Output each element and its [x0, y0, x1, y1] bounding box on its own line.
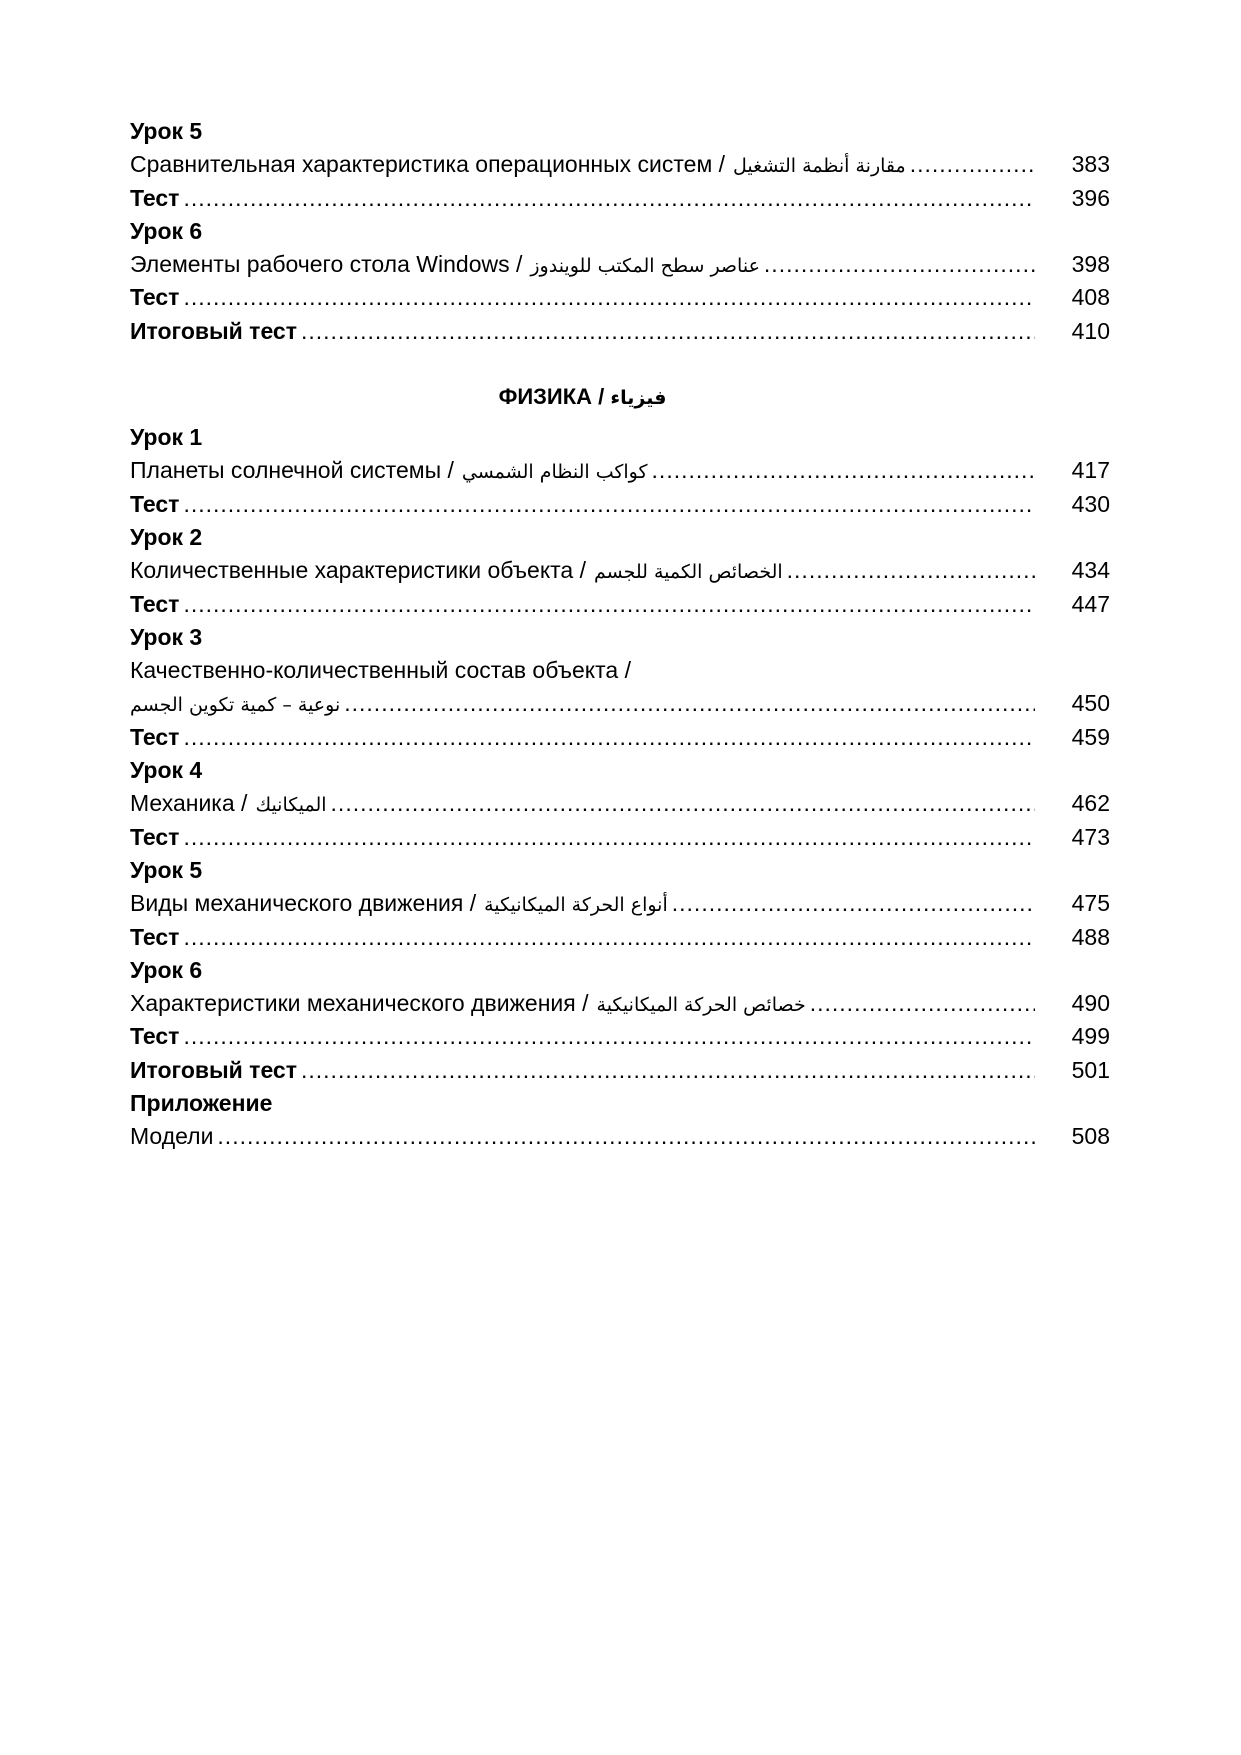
toc-entry-arabic-title: مقارنة أنظمة التشغيل — [733, 155, 906, 178]
toc-entry-title-line: Качественно-количественный состав объекта / — [130, 657, 631, 684]
toc-test-entry[interactable] — [130, 588, 1110, 621]
toc-entry-text — [130, 921, 1035, 954]
toc-entry-arabic-title: الخصائص الكمية للجسم — [594, 561, 783, 584]
toc-entry-title: Тест — [130, 1023, 180, 1050]
dot-leader — [910, 148, 1035, 181]
toc-test-entry[interactable] — [130, 488, 1110, 521]
toc-page-number: 450 — [1071, 690, 1110, 717]
dot-leader — [672, 887, 1035, 920]
toc-entry-title: Механика / — [130, 790, 248, 817]
toc-entry[interactable] — [130, 454, 1110, 487]
dot-leader — [344, 687, 1035, 720]
toc-entry-text — [130, 787, 1035, 822]
toc-entry-arabic-title: كواكب النظام الشمسي — [461, 461, 648, 484]
toc-entry-text — [130, 588, 1035, 621]
toc-page-number: 473 — [1071, 823, 1110, 850]
toc-entry[interactable] — [130, 248, 1110, 281]
toc-page-number: 475 — [1071, 890, 1110, 917]
toc-entry-text — [130, 554, 1035, 589]
dot-leader — [183, 281, 1035, 314]
section-title-physics — [130, 380, 1035, 413]
toc-entry-arabic-title: الميكانيك — [255, 794, 327, 817]
toc-page — [130, 115, 1110, 1154]
toc-entry-title: Тест — [130, 284, 180, 311]
toc-entry-text — [130, 1020, 1035, 1053]
dot-leader — [301, 315, 1035, 348]
toc-page-number: 462 — [1071, 790, 1110, 817]
dot-leader — [217, 1120, 1035, 1153]
toc-entry-text — [130, 821, 1035, 854]
lesson-heading: Урок 2 — [130, 523, 203, 550]
toc-entry-text — [130, 687, 1035, 722]
toc-page-number: 396 — [1071, 184, 1110, 211]
toc-entry-text — [130, 887, 1035, 922]
toc-entry[interactable] — [130, 687, 1110, 720]
toc-entry[interactable] — [130, 554, 1110, 587]
toc-entry-text — [130, 721, 1035, 754]
toc-entry-text — [130, 281, 1035, 314]
toc-page-number: 417 — [1071, 457, 1110, 484]
toc-entry[interactable] — [130, 787, 1110, 820]
section-title-ru: ФИЗИКА / — [498, 384, 605, 410]
dot-leader — [183, 1020, 1035, 1053]
toc-page-number: 434 — [1071, 557, 1110, 584]
toc-test-entry[interactable] — [130, 1054, 1110, 1087]
toc-entry-arabic-title: خصائص الحركة الميكانيكية — [596, 994, 806, 1017]
toc-entry-text — [130, 1120, 1035, 1153]
lesson-heading: Урок 5 — [130, 118, 203, 144]
toc-entry-text — [130, 148, 1035, 183]
toc-page-number: 488 — [1071, 923, 1110, 950]
toc-test-entry[interactable] — [130, 721, 1110, 754]
toc-entry-title: Тест — [130, 184, 180, 211]
toc-entry-title: Модели — [130, 1123, 214, 1150]
toc-entry-title: Характеристики механического движения / — [130, 990, 589, 1017]
toc-entry-text — [130, 454, 1035, 489]
toc-test-entry[interactable] — [130, 281, 1110, 314]
lesson-heading: Урок 3 — [130, 623, 203, 650]
dot-leader — [183, 721, 1035, 754]
toc-entry-arabic-title: نوعية – كمية تكوين الجسم — [130, 694, 341, 717]
dot-leader — [764, 248, 1035, 281]
toc-entry-title: Тест — [130, 590, 180, 617]
toc-page-number: 430 — [1071, 490, 1110, 517]
toc-test-entry[interactable] — [130, 821, 1110, 854]
lesson-heading: Урок 1 — [130, 424, 203, 451]
toc-page-number: 408 — [1071, 284, 1110, 311]
toc-entry[interactable] — [130, 987, 1110, 1020]
toc-entry-arabic-title: عناصر سطح المكتب للويندوز — [530, 255, 760, 278]
toc-test-entry[interactable] — [130, 1020, 1110, 1053]
toc-entry-text — [130, 987, 1035, 1022]
toc-entry-title: Планеты солнечной системы / — [130, 457, 454, 484]
toc-entry-title: Тест — [130, 823, 180, 850]
toc-informatics-block — [130, 115, 1110, 348]
toc-entry-title: Сравнительная характеристика операционных систем / — [130, 151, 726, 178]
lesson-heading: Урок 6 — [130, 217, 203, 244]
toc-entry-text — [130, 488, 1035, 521]
toc-entry[interactable] — [130, 887, 1110, 920]
toc-entry-text — [130, 182, 1035, 215]
toc-entry-title: Тест — [130, 923, 180, 950]
dot-leader — [183, 821, 1035, 854]
toc-page-number: 459 — [1071, 723, 1110, 750]
lesson-heading: Урок 5 — [130, 856, 203, 883]
toc-entry-title: Количественные характеристики объекта / — [130, 557, 586, 584]
toc-test-entry[interactable] — [130, 921, 1110, 954]
toc-entry-title: Тест — [130, 723, 180, 750]
toc-entry[interactable] — [130, 148, 1110, 181]
toc-entry-arabic-title: أنواع الحركة الميكانيكية — [484, 894, 668, 917]
toc-entry-title: Виды механического движения / — [130, 890, 477, 917]
toc-entry-title: Итоговый тест — [130, 1056, 297, 1083]
dot-leader — [183, 182, 1035, 215]
toc-entry-text — [130, 315, 1035, 348]
toc-page-number: 490 — [1071, 990, 1110, 1017]
toc-entry-text — [130, 1054, 1035, 1087]
lesson-heading: Урок 4 — [130, 757, 203, 784]
toc-page-number: 398 — [1071, 251, 1110, 278]
dot-leader — [810, 987, 1035, 1020]
dot-leader — [301, 1054, 1035, 1087]
toc-page-number: 501 — [1071, 1056, 1110, 1083]
toc-test-entry[interactable] — [130, 182, 1110, 215]
section-title-ar: فيزياء — [610, 387, 667, 410]
toc-page-number: 499 — [1071, 1023, 1110, 1050]
toc-test-entry[interactable] — [130, 315, 1110, 348]
dot-leader — [183, 921, 1035, 954]
toc-page-number: 410 — [1071, 317, 1110, 344]
toc-physics-block — [130, 421, 1110, 1154]
toc-page-number: 508 — [1071, 1123, 1110, 1150]
toc-entry[interactable] — [130, 1120, 1110, 1153]
toc-entry-text — [130, 248, 1035, 283]
lesson-heading: Урок 6 — [130, 956, 203, 983]
dot-leader — [787, 554, 1035, 587]
dot-leader — [652, 454, 1035, 487]
toc-page-number: 447 — [1071, 590, 1110, 617]
lesson-heading: Приложение — [130, 1090, 273, 1117]
dot-leader — [331, 787, 1035, 820]
dot-leader — [183, 588, 1035, 621]
dot-leader — [183, 488, 1035, 521]
toc-entry-title: Элементы рабочего стола Windows / — [130, 251, 523, 278]
toc-entry-title: Тест — [130, 490, 180, 517]
toc-page-number: 383 — [1071, 151, 1110, 178]
toc-entry-title: Итоговый тест — [130, 317, 297, 344]
